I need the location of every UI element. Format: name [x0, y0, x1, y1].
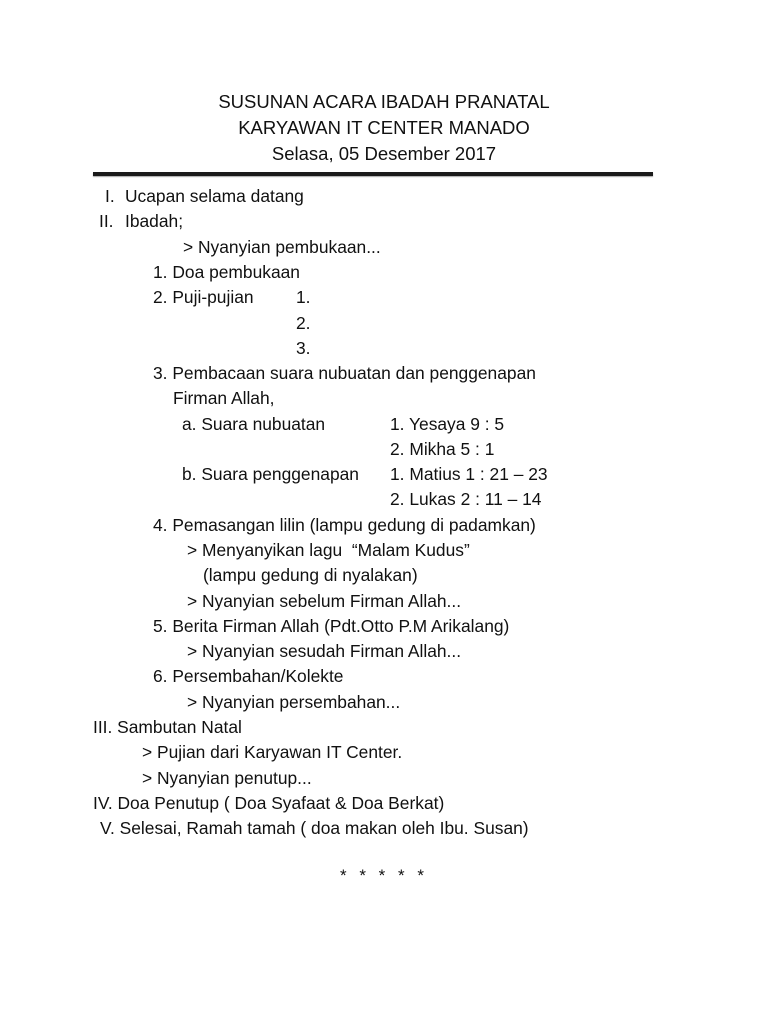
item-ii-3b-reading-2: 2. Lukas 2 : 11 – 14 — [390, 489, 542, 509]
item-i-number: I. — [105, 186, 115, 206]
song-malam-kudus: > Menyanyikan lagu “Malam Kudus” — [187, 540, 470, 560]
item-iii-praise: > Pujian dari Karyawan IT Center. — [142, 742, 403, 762]
title-divider — [93, 172, 653, 176]
item-ii-2: 2. Puji-pujian — [153, 287, 254, 307]
item-v: V. Selesai, Ramah tamah ( doa makan oleh Ibu. Susan) — [100, 818, 529, 838]
item-iii-closing-song: > Nyanyian penutup... — [142, 768, 312, 788]
item-ii-3a: a. Suara nubuatan — [182, 414, 326, 434]
item-iii: III. Sambutan Natal — [93, 717, 242, 737]
item-ii-4: 4. Pemasangan lilin (lampu gedung di padamkan) — [153, 515, 536, 535]
item-ii-3b: b. Suara penggenapan — [182, 464, 359, 484]
closing-stars: * * * * * — [340, 866, 428, 885]
item-i-text: Ucapan selama datang — [125, 186, 304, 206]
item-ii-number: II. — [99, 211, 114, 231]
item-ii-3b-reading-1: 1. Matius 1 : 21 – 23 — [390, 464, 548, 484]
page-subtitle: KARYAWAN IT CENTER MANADO — [238, 117, 530, 138]
item-ii-6: 6. Persembahan/Kolekte — [153, 666, 344, 686]
page-title: SUSUNAN ACARA IBADAH PRANATAL — [218, 91, 550, 112]
item-ii-2-sub-2: 2. — [296, 313, 311, 333]
item-ii-text: Ibadah; — [125, 211, 184, 231]
item-ii-1: 1. Doa pembukaan — [153, 262, 300, 282]
item-ii-3: 3. Pembacaan suara nubuatan dan penggenapan — [153, 363, 536, 383]
item-iv: IV. Doa Penutup ( Doa Syafaat & Doa Berkat) — [93, 793, 445, 813]
song-opening: > Nyanyian pembukaan... — [183, 237, 381, 257]
page-date: Selasa, 05 Desember 2017 — [271, 143, 497, 164]
song-after-sermon: > Nyanyian sesudah Firman Allah... — [187, 641, 462, 661]
note-lights-on: (lampu gedung di nyalakan) — [203, 565, 418, 585]
item-ii-5: 5. Berita Firman Allah (Pdt.Otto P.M Arikalang) — [153, 616, 510, 636]
song-offering: > Nyanyian persembahan... — [187, 692, 401, 712]
item-ii-3a-reading-1: 1. Yesaya 9 : 5 — [390, 414, 505, 434]
item-ii-2-sub-3: 3. — [296, 338, 311, 358]
item-ii-2-sub-1: 1. — [296, 287, 311, 307]
item-ii-3-continued: Firman Allah, — [173, 388, 275, 408]
song-before-sermon: > Nyanyian sebelum Firman Allah... — [187, 591, 462, 611]
item-ii-3a-reading-2: 2. Mikha 5 : 1 — [390, 439, 495, 459]
